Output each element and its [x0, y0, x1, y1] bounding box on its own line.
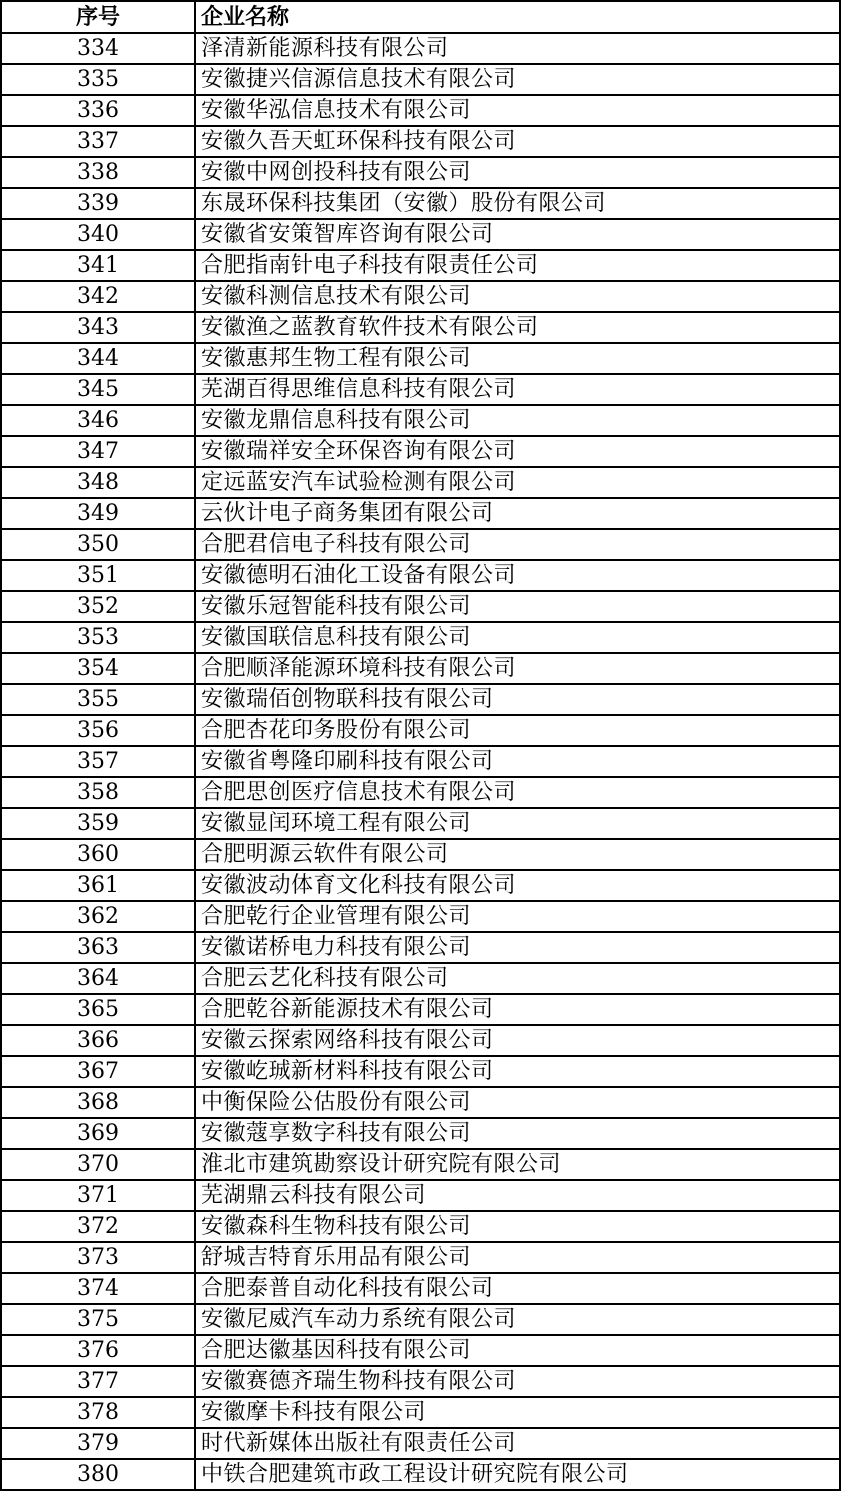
- row-number-cell: 338: [1, 157, 195, 188]
- table-row: [1, 343, 840, 374]
- table-row: [1, 560, 840, 591]
- row-number-cell: 335: [1, 64, 195, 95]
- row-number-cell: 372: [1, 1211, 195, 1242]
- row-number-cell: 341: [1, 250, 195, 281]
- table-row: [1, 467, 840, 498]
- row-number-cell: 358: [1, 777, 195, 808]
- row-number-cell: 340: [1, 219, 195, 250]
- enterprise-name-cell: 合肥泰普自动化科技有限公司: [195, 1273, 840, 1304]
- enterprise-name-cell: 安徽国联信息科技有限公司: [195, 622, 840, 653]
- enterprise-name-cell: 安徽乐冠智能科技有限公司: [195, 591, 840, 622]
- table-row: [1, 188, 840, 219]
- row-number-cell: 375: [1, 1304, 195, 1335]
- table-row: [1, 994, 840, 1025]
- enterprise-name-cell: 中衡保险公估股份有限公司: [195, 1087, 840, 1118]
- table-row: [1, 870, 840, 901]
- row-number-cell: 344: [1, 343, 195, 374]
- row-number-cell: 359: [1, 808, 195, 839]
- row-number-cell: 348: [1, 467, 195, 498]
- table-row: [1, 901, 840, 932]
- row-number-cell: 367: [1, 1056, 195, 1087]
- row-number-cell: 380: [1, 1459, 195, 1490]
- table-row: [1, 374, 840, 405]
- table-row: [1, 777, 840, 808]
- enterprise-name-cell: 芜湖鼎云科技有限公司: [195, 1180, 840, 1211]
- table-row: [1, 157, 840, 188]
- enterprise-name-cell: 合肥乾谷新能源技术有限公司: [195, 994, 840, 1025]
- column-header-no: 序号: [1, 1, 195, 33]
- table-row: [1, 405, 840, 436]
- table-row: [1, 591, 840, 622]
- table-row: [1, 219, 840, 250]
- enterprise-name-cell: 安徽省粤隆印刷科技有限公司: [195, 746, 840, 777]
- row-number-cell: 350: [1, 529, 195, 560]
- enterprise-name-cell: 安徽尼威汽车动力系统有限公司: [195, 1304, 840, 1335]
- row-number-cell: 364: [1, 963, 195, 994]
- enterprise-name-cell: 泽清新能源科技有限公司: [195, 33, 840, 64]
- row-number-cell: 377: [1, 1366, 195, 1397]
- enterprise-name-cell: 安徽瑞祥安全环保咨询有限公司: [195, 436, 840, 467]
- row-number-cell: 355: [1, 684, 195, 715]
- column-header-name: 企业名称: [195, 1, 840, 33]
- enterprise-name-cell: 安徽波动体育文化科技有限公司: [195, 870, 840, 901]
- header-row: [1, 1, 840, 33]
- enterprise-name-cell: 安徽捷兴信源信息技术有限公司: [195, 64, 840, 95]
- row-number-cell: 368: [1, 1087, 195, 1118]
- table-row: [1, 1304, 840, 1335]
- enterprise-name-cell: 安徽中网创投科技有限公司: [195, 157, 840, 188]
- table-row: [1, 1242, 840, 1273]
- enterprise-name-cell: 舒城吉特育乐用品有限公司: [195, 1242, 840, 1273]
- enterprise-name-cell: 合肥指南针电子科技有限责任公司: [195, 250, 840, 281]
- row-number-cell: 339: [1, 188, 195, 219]
- row-number-cell: 342: [1, 281, 195, 312]
- enterprise-name-cell: 定远蓝安汽车试验检测有限公司: [195, 467, 840, 498]
- row-number-cell: 334: [1, 33, 195, 64]
- enterprise-name-cell: 安徽德明石油化工设备有限公司: [195, 560, 840, 591]
- table-row: [1, 1149, 840, 1180]
- row-number-cell: 343: [1, 312, 195, 343]
- enterprise-name-cell: 合肥顺泽能源环境科技有限公司: [195, 653, 840, 684]
- row-number-cell: 356: [1, 715, 195, 746]
- enterprise-name-cell: 合肥达徽基因科技有限公司: [195, 1335, 840, 1366]
- row-number-cell: 352: [1, 591, 195, 622]
- table-row: [1, 126, 840, 157]
- enterprise-name-cell: 安徽华泓信息技术有限公司: [195, 95, 840, 126]
- row-number-cell: 379: [1, 1428, 195, 1459]
- enterprise-name-cell: 安徽森科生物科技有限公司: [195, 1211, 840, 1242]
- table-row: [1, 33, 840, 64]
- enterprise-name-cell: 东晟环保科技集团（安徽）股份有限公司: [195, 188, 840, 219]
- enterprise-name-cell: 中铁合肥建筑市政工程设计研究院有限公司: [195, 1459, 840, 1490]
- table-body: [1, 33, 840, 1490]
- enterprise-name-cell: 安徽龙鼎信息科技有限公司: [195, 405, 840, 436]
- row-number-cell: 346: [1, 405, 195, 436]
- enterprise-name-cell: 安徽惠邦生物工程有限公司: [195, 343, 840, 374]
- table-row: [1, 1335, 840, 1366]
- table-row: [1, 1118, 840, 1149]
- table-row: [1, 808, 840, 839]
- table-row: [1, 1180, 840, 1211]
- row-number-cell: 361: [1, 870, 195, 901]
- row-number-cell: 336: [1, 95, 195, 126]
- table-row: [1, 1211, 840, 1242]
- row-number-cell: 369: [1, 1118, 195, 1149]
- row-number-cell: 362: [1, 901, 195, 932]
- row-number-cell: 357: [1, 746, 195, 777]
- table-row: [1, 529, 840, 560]
- row-number-cell: 371: [1, 1180, 195, 1211]
- enterprise-name-cell: 安徽显闰环境工程有限公司: [195, 808, 840, 839]
- enterprise-name-cell: 安徽科测信息技术有限公司: [195, 281, 840, 312]
- table-row: [1, 312, 840, 343]
- table-row: [1, 64, 840, 95]
- enterprise-name-cell: 安徽瑞佰创物联科技有限公司: [195, 684, 840, 715]
- enterprise-name-cell: 安徽蔻享数字科技有限公司: [195, 1118, 840, 1149]
- table-row: [1, 715, 840, 746]
- enterprise-name-cell: 芜湖百得思维信息科技有限公司: [195, 374, 840, 405]
- row-number-cell: 376: [1, 1335, 195, 1366]
- row-number-cell: 349: [1, 498, 195, 529]
- table-row: [1, 1025, 840, 1056]
- row-number-cell: 365: [1, 994, 195, 1025]
- enterprise-name-cell: 安徽渔之蓝教育软件技术有限公司: [195, 312, 840, 343]
- enterprise-name-cell: 时代新媒体出版社有限责任公司: [195, 1428, 840, 1459]
- table-row: [1, 839, 840, 870]
- table-row: [1, 281, 840, 312]
- table-row: [1, 1428, 840, 1459]
- enterprise-name-cell: 安徽赛德齐瑞生物科技有限公司: [195, 1366, 840, 1397]
- row-number-cell: 370: [1, 1149, 195, 1180]
- row-number-cell: 374: [1, 1273, 195, 1304]
- table-row: [1, 653, 840, 684]
- table-row: [1, 250, 840, 281]
- row-number-cell: 363: [1, 932, 195, 963]
- table-row: [1, 684, 840, 715]
- enterprise-name-cell: 安徽云探索网络科技有限公司: [195, 1025, 840, 1056]
- row-number-cell: 345: [1, 374, 195, 405]
- enterprise-name-cell: 安徽久吾天虹环保科技有限公司: [195, 126, 840, 157]
- enterprise-name-cell: 安徽诺桥电力科技有限公司: [195, 932, 840, 963]
- enterprise-name-cell: 合肥明源云软件有限公司: [195, 839, 840, 870]
- row-number-cell: 354: [1, 653, 195, 684]
- table-row: [1, 932, 840, 963]
- row-number-cell: 337: [1, 126, 195, 157]
- row-number-cell: 351: [1, 560, 195, 591]
- table-row: [1, 1397, 840, 1428]
- enterprise-name-cell: 云伙计电子商务集团有限公司: [195, 498, 840, 529]
- enterprise-name-cell: 安徽摩卡科技有限公司: [195, 1397, 840, 1428]
- row-number-cell: 347: [1, 436, 195, 467]
- table-row: [1, 1273, 840, 1304]
- table-row: [1, 436, 840, 467]
- enterprise-name-cell: 安徽省安策智库咨询有限公司: [195, 219, 840, 250]
- row-number-cell: 378: [1, 1397, 195, 1428]
- enterprise-name-cell: 合肥杏花印务股份有限公司: [195, 715, 840, 746]
- table-row: [1, 1087, 840, 1118]
- table-row: [1, 963, 840, 994]
- row-number-cell: 373: [1, 1242, 195, 1273]
- table-row: [1, 95, 840, 126]
- table-row: [1, 1056, 840, 1087]
- row-number-cell: 360: [1, 839, 195, 870]
- enterprise-name-cell: 合肥云艺化科技有限公司: [195, 963, 840, 994]
- table-row: [1, 498, 840, 529]
- table-row: [1, 746, 840, 777]
- enterprise-name-cell: 合肥思创医疗信息技术有限公司: [195, 777, 840, 808]
- enterprise-name-cell: 淮北市建筑勘察设计研究院有限公司: [195, 1149, 840, 1180]
- table-row: [1, 1459, 840, 1490]
- table-row: [1, 1366, 840, 1397]
- enterprise-name-cell: 合肥乾行企业管理有限公司: [195, 901, 840, 932]
- enterprise-name-cell: 安徽屹珹新材料科技有限公司: [195, 1056, 840, 1087]
- row-number-cell: 366: [1, 1025, 195, 1056]
- row-number-cell: 353: [1, 622, 195, 653]
- table-row: [1, 622, 840, 653]
- enterprise-name-cell: 合肥君信电子科技有限公司: [195, 529, 840, 560]
